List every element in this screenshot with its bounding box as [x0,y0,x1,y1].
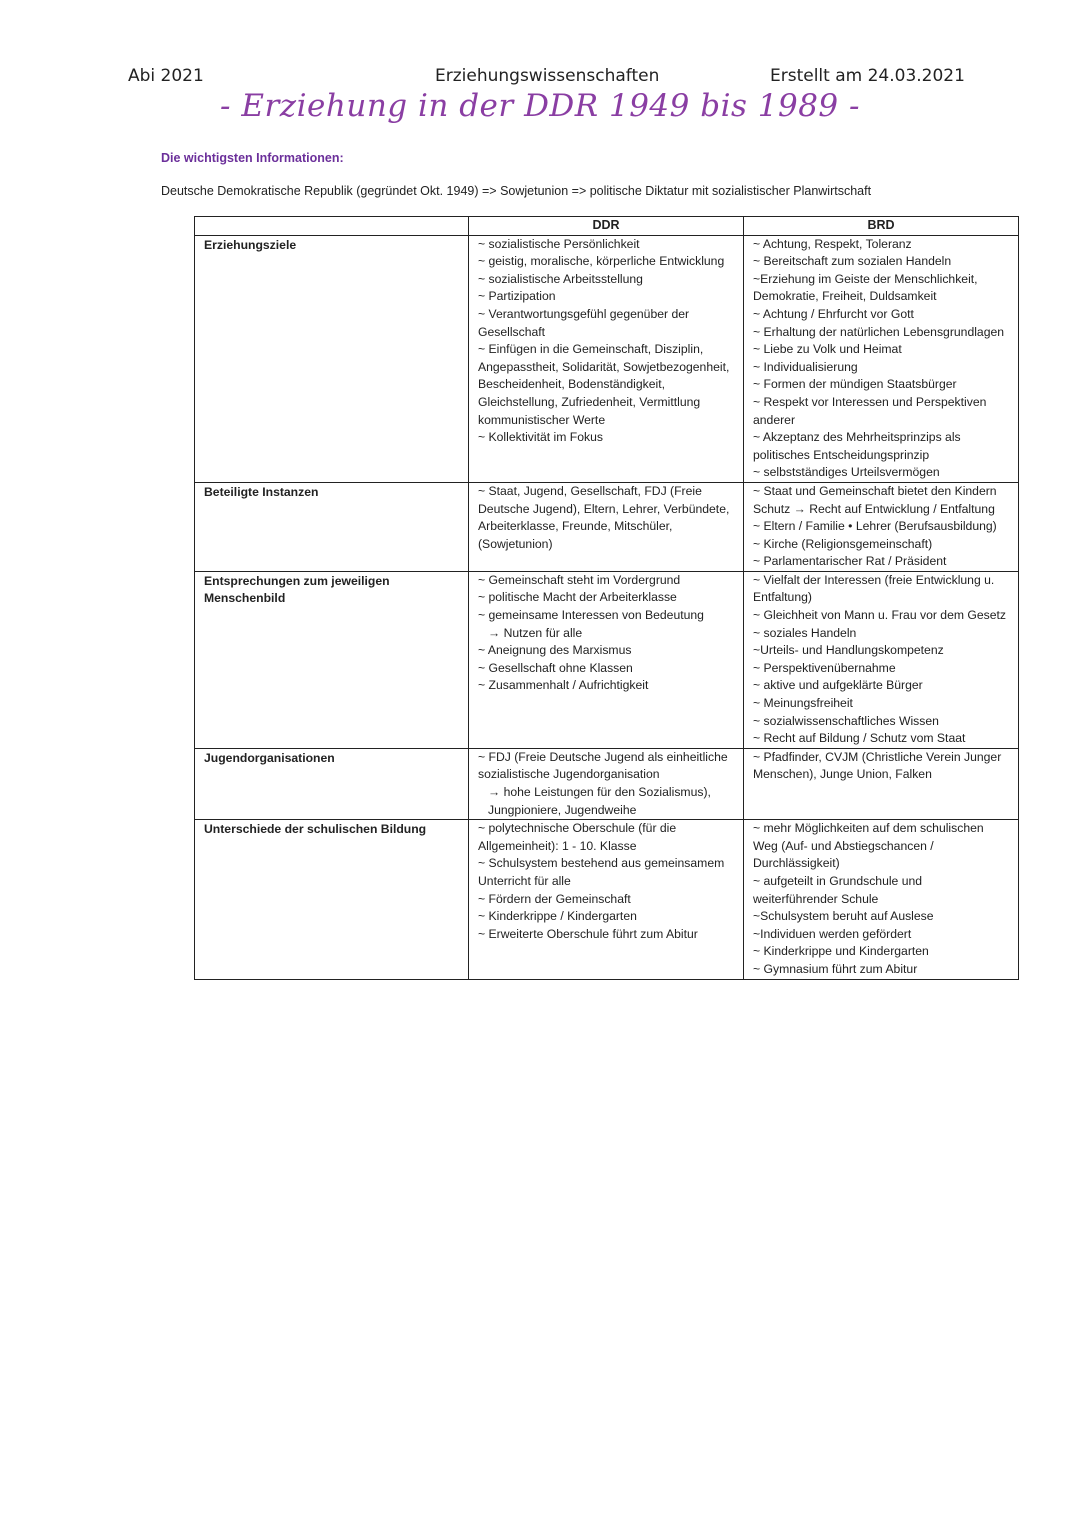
list-item: ~ Gesellschaft ohne Klassen [478,660,633,675]
list-item: ~ Kinderkrippe und Kindergarten [753,944,929,959]
list-item: ~ Erhaltung der natürlichen Lebensgrundlagen [753,324,1005,339]
list-item: ~ FDJ (Freie Deutsche Jugend als einheitliche sozialistische Jugendorganisation [478,749,728,782]
list-item: ~ aufgeteilt in Grundschule und weiterführender Schule [753,874,923,906]
header-cell-ddr: DDR [469,217,744,236]
row-label: Beteiligte Instanzen [195,482,469,571]
list-item: ~ Gymnasium führt zum Abitur [753,962,918,976]
list-item: ~ Achtung, Respekt, Toleranz [753,236,912,251]
ddr-cell [469,820,744,979]
table-row [195,482,1019,571]
list-item: ~ Kollektivität im Fokus [478,430,603,445]
list-item: ~Urteils- und Handlungskompetenz [753,643,944,658]
list-item: ~ Staat, Jugend, Gesellschaft, FDJ (Freie Deutsche Jugend), Eltern, Lehrer, Verbündete, Arbeiterklasse, Freunde, Mitschüler, (Sowjetunion) [478,483,730,551]
row-label: Unterschiede der schulischen Bildung [195,820,469,979]
brd-cell [744,820,1019,979]
list-item: ~ Achtung / Ehrfurcht vor Gott [753,306,914,321]
comparison-table [194,216,1019,980]
list-item: ~ mehr Möglichkeiten auf dem schulischen Weg (Auf- und Abstiegschancen / Durchlässigkeit) [753,821,984,871]
list-item: ~ Verantwortungsgefühl gegenüber der Gesellschaft [478,306,690,339]
list-item: ~ politische Macht der Arbeiterklasse [478,590,677,605]
document-title: - Erziehung in der DDR 1949 bis 1989 - [220,88,860,124]
list-item: ~ Respekt vor Interessen und Perspektiven anderer [753,394,987,427]
list-item: ~ Staat und Gemeinschaft bietet den Kindern Schutz → Recht auf Entwicklung / Entfaltung [753,483,997,516]
list-item: ~ Partizipation [478,289,556,304]
ddr-cell [469,482,744,571]
list-item: ~ Akzeptanz des Mehrheitsprinzips als politisches Entscheidungsprinzip [753,430,961,462]
info-heading: Die wichtigsten Informationen: [161,151,344,165]
list-item: ~ Fördern der Gemeinschaft [478,891,631,906]
row-label: Entsprechungen zum jeweiligen Menschenbild [195,571,469,748]
list-item: ~Schulsystem beruht auf Auslese [753,909,934,924]
ddr-cell [469,235,744,482]
list-item: ~ Aneignung des Marxismus [478,643,632,658]
list-item: ~Individuen werden gefördert [753,926,912,941]
brd-cell [744,571,1019,748]
list-item: ~ Liebe zu Volk und Heimat [753,342,902,357]
list-item: ~ sozialistische Persönlichkeit [478,236,640,251]
header-cell-empty [195,217,469,236]
list-item: ~ Perspektivenübernahme [753,660,896,675]
table-row [195,748,1019,819]
list-item: ~ Meinungsfreiheit [753,696,853,711]
list-item: ~ polytechnische Oberschule (für die Allgemeinheit): 1 - 10. Klasse [478,821,677,853]
list-item: ~Erziehung im Geiste der Menschlichkeit, Demokratie, Freiheit, Duldsamkeit [753,271,978,304]
list-item: ~ gemeinsame Interessen von Bedeutung [478,608,704,623]
table-header-row [195,217,1019,236]
list-item: ~ Parlamentarischer Rat / Präsident [753,554,947,569]
header-cell-brd: BRD [744,217,1019,236]
table-row [195,235,1019,482]
list-item: ~ Pfadfinder, CVJM (Christliche Verein Junger Menschen), Junge Union, Falken [753,749,1002,782]
list-item: ~ Individualisierung [753,359,858,374]
header-date: Erstellt am 24.03.2021 [770,66,965,86]
list-item: → hohe Leistungen für den Sozialismus), Jungpioniere, Jugendweihe [488,785,711,817]
ddr-cell [469,571,744,748]
brd-cell [744,748,1019,819]
row-label: Jugendorganisationen [195,748,469,819]
list-item: ~ Kirche (Religionsgemeinschaft) [753,536,933,551]
table-row [195,571,1019,748]
list-item: ~ Recht auf Bildung / Schutz vom Staat [753,731,966,746]
header-subject: Erziehungswissenschaften [435,66,660,86]
list-item: ~ soziales Handeln [753,625,857,640]
list-item: ~ Formen der mündigen Staatsbürger [753,377,957,392]
list-item: ~ Zusammenhalt / Aufrichtigkeit [478,678,649,693]
list-item: ~ Erweiterte Oberschule führt zum Abitur [478,926,698,941]
list-item: ~ sozialwissenschaftliches Wissen [753,713,939,728]
list-item: → Nutzen für alle [488,625,583,640]
list-item: ~ Schulsystem bestehend aus gemeinsamem Unterricht für alle [478,856,725,889]
brd-cell [744,235,1019,482]
list-item: ~ Vielfalt der Interessen (freie Entwicklung u. Entfaltung) [753,572,995,605]
list-item: ~ aktive und aufgeklärte Bürger [753,678,923,693]
list-item: ~ geistig, moralische, körperliche Entwicklung ~ sozialistische Arbeitsstellung [478,254,725,286]
brd-cell [744,482,1019,571]
list-item: ~ Einfügen in die Gemeinschaft, Disziplin, Angepasstheit, Solidarität, Sowjetbezogenheit, Bescheidenheit, Bodenständigkeit, Gleichstellung, Zufriedenheit, Vermittlung kommunistischer Werte [478,342,730,427]
list-item: ~ Gemeinschaft steht im Vordergrund [478,572,681,587]
intro-text: Deutsche Demokratische Republik (gegründet Okt. 1949) => Sowjetunion => politische Diktatur mit sozialistischer Planwirtschaft [161,184,872,198]
list-item: ~ Eltern / Familie • Lehrer (Berufsausbildung) [753,519,997,534]
list-item: ~ Bereitschaft zum sozialen Handeln [753,254,952,269]
row-label: Erziehungsziele [195,235,469,482]
list-item: ~ selbstständiges Urteilsvermögen [753,465,940,480]
list-item: ~ Gleichheit von Mann u. Frau vor dem Gesetz [753,608,1007,623]
header-left: Abi 2021 [128,66,204,86]
ddr-cell [469,748,744,819]
list-item: ~ Kinderkrippe / Kindergarten [478,909,637,924]
table-row [195,820,1019,979]
